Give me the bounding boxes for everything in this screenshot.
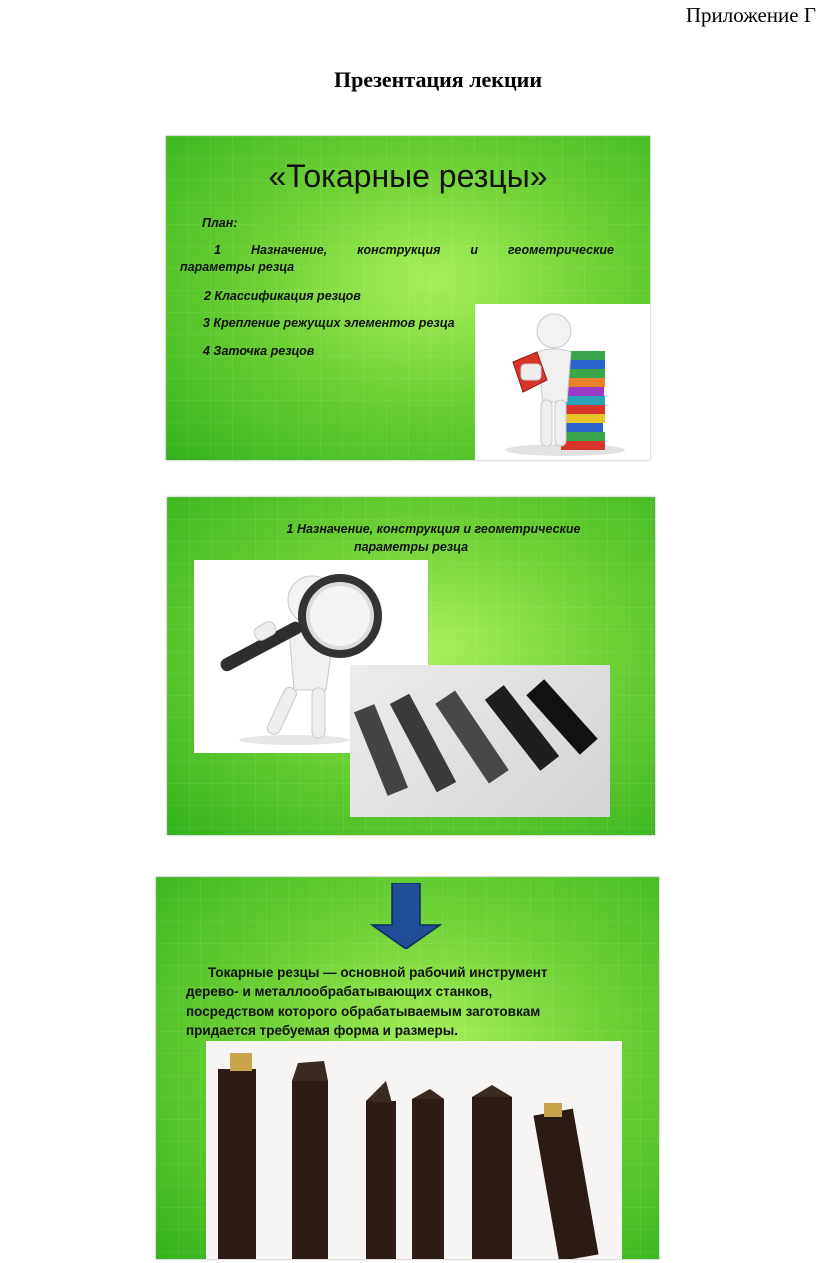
- plan-item-3: 3 Крепление режущих элементов резца: [203, 316, 455, 330]
- slide-2: [167, 497, 655, 835]
- slide-2-heading-line-2: параметры резца: [353, 540, 469, 554]
- definition-line-3: посредством которого обрабатываемым заготовкам: [186, 1004, 541, 1019]
- slide-2-heading-line-1: 1 Назначение, конструкция и геометрические: [286, 522, 581, 536]
- figure-with-books-image: [475, 304, 650, 460]
- plan-item-4: 4 Заточка резцов: [203, 344, 315, 358]
- plan-label: План:: [202, 216, 238, 230]
- document-title: Презентация лекции: [333, 67, 543, 92]
- definition-line-1: Токарные резцы — основной рабочий инструмент: [208, 965, 548, 980]
- slide-3: [156, 877, 659, 1259]
- plan-item-1-cont: параметры резца: [180, 260, 295, 274]
- plan-item-2: 2 Классификация резцов: [204, 289, 361, 303]
- turning-tools-photo-image: [206, 1041, 622, 1259]
- slide-1: [166, 136, 650, 460]
- plan-item-1: 1 Назначение, конструкция и геометрические: [214, 243, 614, 257]
- definition-line-4: придается требуемая форма и размеры.: [186, 1023, 459, 1038]
- cutters-photo-image: [350, 665, 610, 817]
- appendix-label: Приложение Г: [685, 3, 816, 27]
- definition-line-2: дерево- и металлообрабатывающих станков,: [186, 984, 493, 999]
- down-arrow-icon: [370, 883, 442, 949]
- slide-1-title: «Токарные резцы»: [268, 158, 548, 194]
